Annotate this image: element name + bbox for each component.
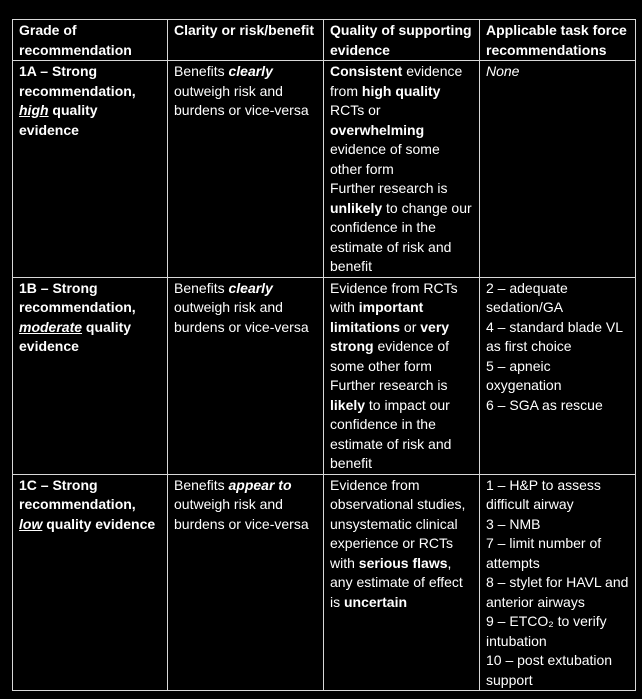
research-text: Further research is xyxy=(330,180,448,196)
header-applicable: Applicable task force recommendations xyxy=(480,20,636,61)
quality-cell xyxy=(324,474,480,691)
grade-suffix: quality evidence xyxy=(19,102,98,138)
quality-bold: overwhelming xyxy=(330,121,425,138)
research-bold: likely xyxy=(330,396,366,413)
table-header-row xyxy=(13,20,636,61)
applicable-item: 10 – post extubation support xyxy=(486,652,613,688)
quality-evidence-text xyxy=(330,279,473,377)
grade-emphasis: moderate xyxy=(19,318,83,335)
clarity-suffix: outweigh risk and burdens or vice-versa xyxy=(174,496,309,532)
table-row xyxy=(13,61,636,278)
grade-suffix: quality evidence xyxy=(42,515,156,532)
clarity-prefix: Benefits xyxy=(174,476,229,493)
quality-evidence-text xyxy=(330,476,473,613)
quality-cell xyxy=(324,61,480,278)
clarity-suffix: outweigh risk and burdens or vice-versa xyxy=(174,82,309,118)
applicable-cell xyxy=(480,277,636,474)
grade-label: 1A – Strong recommendation, xyxy=(19,63,136,99)
quality-text: evidence of some other form xyxy=(330,141,440,177)
table-row xyxy=(13,277,636,474)
applicable-item: 9 – ETCO₂ to verify intubation xyxy=(486,613,607,649)
applicable-item: 7 – limit number of attempts xyxy=(486,535,602,571)
research-text: to impact our confidence in the estimate of risk and benefit xyxy=(330,396,452,471)
grade-label: 1C – Strong recommendation, xyxy=(19,476,136,512)
header-clarity: Clarity or risk/benefit xyxy=(168,20,324,61)
applicable-cell xyxy=(480,61,636,278)
quality-text: or xyxy=(400,318,421,335)
research-bold: unlikely xyxy=(330,199,383,216)
quality-bold: serious flaws xyxy=(358,554,448,571)
recommendation-grade-table-container xyxy=(12,19,635,691)
quality-research-text xyxy=(330,376,473,474)
quality-bold: high quality xyxy=(361,82,441,99)
quality-bold: Consistent xyxy=(330,63,403,79)
quality-text: Evidence from RCTs with xyxy=(330,279,458,315)
quality-text: evidence from xyxy=(330,63,463,99)
grade-emphasis: high xyxy=(19,102,49,118)
clarity-cell xyxy=(168,474,324,691)
header-quality: Quality of supporting evidence xyxy=(324,20,480,61)
research-text: Further research is xyxy=(330,377,448,393)
applicable-item: 8 – stylet for HAVL and anterior airways xyxy=(486,574,629,610)
clarity-emphasis: clearly xyxy=(228,63,273,79)
clarity-cell xyxy=(168,61,324,278)
table-row xyxy=(13,474,636,691)
applicable-item: 6 – SGA as rescue xyxy=(486,396,603,413)
applicable-item: 5 – apneic oxygenation xyxy=(486,357,562,393)
clarity-emphasis: appear to xyxy=(228,476,292,493)
grade-cell xyxy=(13,277,168,474)
clarity-cell xyxy=(168,277,324,474)
applicable-item: None xyxy=(486,63,520,79)
grade-cell xyxy=(13,61,168,278)
quality-text: evidence of some other form xyxy=(330,338,450,374)
quality-cell xyxy=(324,277,480,474)
header-grade: Grade of recommendation xyxy=(13,20,168,61)
applicable-item: 4 – standard blade VL as first choice xyxy=(486,318,623,354)
applicable-cell xyxy=(480,474,636,691)
quality-text: , any estimate of effect is xyxy=(330,554,463,610)
quality-text: Evidence from observational studies, unsystematic clinical experience or RCTs with xyxy=(330,476,466,571)
clarity-emphasis: clearly xyxy=(228,279,273,296)
clarity-prefix: Benefits xyxy=(174,63,229,79)
quality-text: RCTs or xyxy=(330,102,381,118)
grade-suffix: quality evidence xyxy=(19,318,132,354)
applicable-item: 1 – H&P to assess difficult airway xyxy=(486,476,601,512)
applicable-item: 2 – adequate sedation/GA xyxy=(486,279,568,315)
grade-label: 1B – Strong recommendation, xyxy=(19,279,136,315)
grade-emphasis: low xyxy=(19,515,43,532)
quality-research-text xyxy=(330,179,473,277)
clarity-prefix: Benefits xyxy=(174,279,229,296)
quality-bold: very strong xyxy=(330,318,450,354)
quality-bold: important limitations xyxy=(330,299,424,335)
quality-evidence-text xyxy=(330,62,473,179)
recommendation-grade-table xyxy=(12,19,636,691)
clarity-suffix: outweigh risk and burdens or vice-versa xyxy=(174,299,309,335)
quality-bold: uncertain xyxy=(344,593,408,610)
applicable-item: 3 – NMB xyxy=(486,515,541,532)
grade-cell xyxy=(13,474,168,691)
research-text: to change our confidence in the estimate of risk and benefit xyxy=(330,199,472,274)
